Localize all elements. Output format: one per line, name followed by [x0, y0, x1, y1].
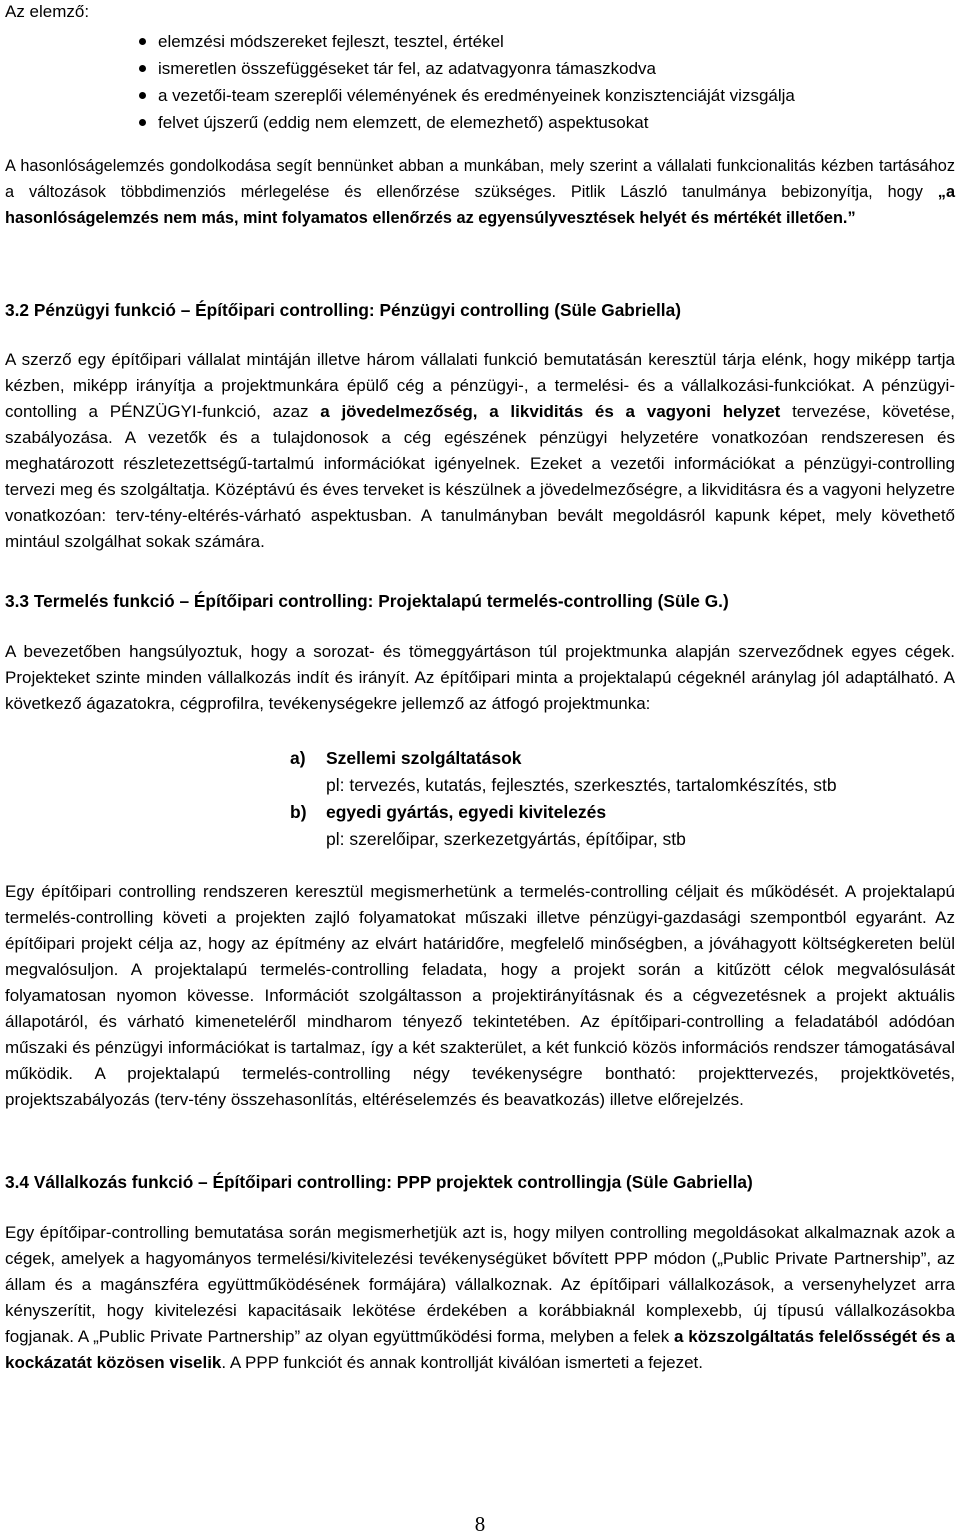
- section-heading-3-3: 3.3 Termelés funkció – Építőipari controlling: Projektalapú termelés-controlling (Süle G.): [5, 591, 729, 611]
- paragraph-text: Egy építőipar-controlling bemutatása során megismerhetjük azt is, hogy milyen controlling megoldásokat alkalmaznak azok a cégek, amelyek a hagyományos termelési/kivitelezési tevékenységüket bővített PPP módon („Public Private Partnership”, az állam és a magánszféra együttműködésének formájára) vállalkoznak. Az építőipari vállalkozások, a versenyhelyzet arra kényszerítit, hogy kivitelezési kapacitásaik lekötése érdekében a korábbiaknál komplexebb, új típusú vállalkozásokba fogjanak. A „Public Private Partnership” az olyan együttműködési forma, melyben a felek: [5, 1223, 955, 1346]
- list-item: a vezetői-team szereplői véleményének és eredményeinek konzisztenciáját vizsgálja: [136, 82, 795, 109]
- paragraph-financial-controlling: [5, 347, 955, 555]
- list-item-b-detail: pl: szerelőipar, szerkezetgyártás, építőipar, stb: [326, 829, 686, 849]
- list-item-title: Szellemi szolgáltatások: [326, 748, 522, 768]
- list-marker: a): [290, 748, 306, 768]
- paragraph-text: tervezése, követése, szabályozása. A vezetők és a tulajdonosok a cég egészének pénzügyi helyzetére vonatkozóan rendszeresen és meghatározott részletezettségű-tartalmú információkat igényelnek. Ezeket a vezetői információkat a pénzügyi-controlling tervezi meg és szolgáltatja. Középtávú és éves terveket is készülnek a jövedelmezőségre, a likviditásra és a vagyoni helyzetre vonatkozóan: terv-tény-eltérés-várható aspektusban. A tanulmányban bevált megoldásról kapunk képet, mely követhető mintául szolgálhat sokak számára.: [5, 402, 955, 551]
- bullet-list: [136, 28, 795, 136]
- list-item: elemzési módszereket fejleszt, tesztel, értékel: [136, 28, 795, 55]
- list-item: felvet újszerű (eddig nem elemzett, de elemezhető) aspektusokat: [136, 109, 795, 136]
- paragraph-ppp-controlling: [5, 1220, 955, 1376]
- paragraph-similarity-analysis: [5, 153, 955, 231]
- list-marker: b): [290, 802, 307, 822]
- paragraph-text: A hasonlóságelemzés gondolkodása segít bennünket abban a munkában, mely szerint a vállalati funkcionalitás kézben tartásához a változások többdimenziós mérlegelése és ellenőrzése szükséges. Pitlik László tanulmánya bebizonyítja, hogy: [5, 157, 955, 201]
- paragraph-production-controlling: Egy építőipari controlling rendszeren keresztül megismerhetünk a termelés-controlling céljait és működését. A projektalapú termelés-controlling követi a projekten zajló folyamatokat műszaki illetve pénzügyi-gazdasági szempontból egyaránt. Az építőipari projekt célja az, hogy az építmény az elvárt határidőre, megfelelő minőségben, a jóváhagyott költségkereten belül megvalósuljon. A projektalapú termelés-controlling feladata, hogy a projekt során a kitűzött célok megvalósulását folyamatosan nyomon kövesse. Információt szolgáltasson a projektirányításnak és a cégvezetésnek a projekt aktuális állapotáról, és várható kimeneteléről mindharom tényező tekintetében. Az építőipari-controlling a feladatából adódóan műszaki és pénzügyi információkat is tartalmaz, így a két szakterület, a két funkció közös információs rendszer támogatásával működik. A projektalapú termelés-controlling négy tevékenységre bontható: projekttervezés, projektkövetés, projektszabályozás (terv-tény összehasonlítás, eltéréselemzés és beavatkozás) illetve előrejelzés.: [5, 882, 955, 1109]
- paragraph-text: A szerző egy építőipari vállalat mintáján illetve három vállalati funkció bemutatásán keresztül tárja elénk, hogy miképp tartja kézben, miképp irányítja a projektmunkára épülő cég a pénzügyi-, a termelési- és a vállalkozási-funkciókat. A pénzügyi-contolling a PÉNZÜGYI-funkció, azaz: [5, 350, 955, 421]
- paragraph-project-work: A bevezetőben hangsúlyoztuk, hogy a sorozat- és tömeggyártáson túl projektmunka alapján szerveződnek egyes cégek. Projekteket szinte minden vállalkozás indít és irányít. Az építőipari minta a projektalapú cégeknél aránylag jól adaptálható. A következő ágazatokra, cégprofilra, tevékenységekre jellemző az átfogó projektmunka:: [5, 642, 955, 713]
- section-heading-3-2: 3.2 Pénzügyi funkció – Építőipari controlling: Pénzügyi controlling (Süle Gabriella): [5, 300, 681, 320]
- page-number: 8: [474, 1512, 486, 1536]
- paragraph-bold-text: a közszolgáltatás felelősségét és a kockázatát közösen viselik: [5, 1327, 955, 1372]
- list-item-a: [290, 745, 522, 771]
- intro-label: Az elemző:: [5, 2, 90, 21]
- list-item-title: egyedi gyártás, egyedi kivitelezés: [326, 802, 607, 822]
- paragraph-bold-text: a jövedelmezőség, a likviditás és a vagyoni helyzet: [320, 402, 781, 421]
- list-item-b: [290, 799, 606, 825]
- paragraph-text: . A PPP funkciót és annak kontrollját kiválóan ismerteti a fejezet.: [221, 1353, 704, 1372]
- section-heading-3-4: 3.4 Vállalkozás funkció – Építőipari controlling: PPP projektek controllingja (Süle Gabriella): [5, 1172, 753, 1192]
- paragraph-bold-quote: „a hasonlóságelemzés nem más, mint folyamatos ellenőrzés az egyensúlyvesztések helyét és mértékét illetően.”: [5, 183, 955, 227]
- list-item-a-detail: pl: tervezés, kutatás, fejlesztés, szerkesztés, tartalomkészítés, stb: [326, 775, 837, 795]
- list-item: ismeretlen összefüggéseket tár fel, az adatvagyonra támaszkodva: [136, 55, 795, 82]
